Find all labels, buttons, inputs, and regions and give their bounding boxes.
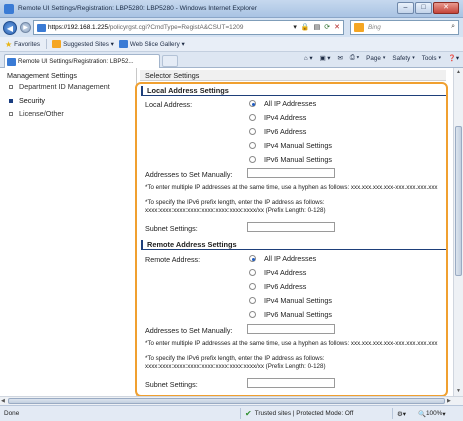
remote-subnet-input[interactable] [247,378,335,388]
back-button[interactable]: ◀ [3,21,17,35]
remote-address-heading: Remote Address Settings [141,240,447,250]
divider [240,408,241,419]
favorites-button[interactable]: ★ Favorites [5,39,41,49]
local-note-ipv6: *To specify the IPv6 prefix length, enter the IP address as follows: xxxx:xxxx:xxxx:xxxx:xxxx:xxxx:xxxx:xxxx/xx (Prefix Length: 0-128) [145,199,326,214]
main-panel [137,68,453,396]
local-manual-address-input[interactable] [247,168,335,178]
remote-radio-ipv6[interactable]: IPv6 Address [249,282,306,291]
local-note-multiple: *To enter multiple IP addresses at the same time, use a hyphen as follows: xxx.xxx.xxx.xxx-xxx.xxx.xxx.xxx [145,184,438,191]
scroll-right-icon[interactable]: ▶ [447,398,451,404]
radio-icon[interactable] [249,297,256,304]
address-bar[interactable] [33,20,344,35]
bullet-icon [9,112,13,116]
safety-menu[interactable]: Safety ▾ [392,54,415,62]
horizontal-scrollbar[interactable] [0,396,463,405]
favorites-bar [0,37,463,52]
status-bar [0,405,463,421]
new-tab-button[interactable] [162,55,178,67]
local-radio-all-ip[interactable]: All IP Addresses [249,99,316,108]
remote-subnet-label: Subnet Settings: [145,380,198,389]
scroll-up-icon[interactable]: ▲ [456,69,461,75]
local-subnet-input[interactable] [247,222,335,232]
navigation-bar [0,18,463,37]
vertical-scroll-thumb[interactable] [455,126,462,276]
radio-icon[interactable] [249,269,256,276]
radio-selected-icon[interactable] [249,255,256,262]
bing-logo-icon [354,23,364,32]
scroll-left-icon[interactable]: ◀ [1,398,5,404]
radio-icon[interactable] [249,142,256,149]
suggested-sites-link[interactable]: Suggested Sites ▾ [52,40,114,48]
chevron-down-icon: ▾ [442,410,446,418]
ie-logo-icon [4,4,14,14]
title-bar [0,0,463,18]
vertical-scrollbar[interactable] [453,68,463,396]
maximize-button[interactable]: □ [415,2,432,14]
divider [392,408,393,419]
address-host: https://192.168.1.225 [48,24,109,31]
scroll-down-icon[interactable]: ▼ [456,388,461,394]
status-text: Done [4,410,20,417]
local-address-label: Local Address: [145,100,193,109]
remote-address-label: Remote Address: [145,255,201,264]
refresh-icon[interactable]: ⟳ [324,24,331,31]
remote-note-ipv6: *To specify the IPv6 prefix length, enter the IP address as follows: xxxx:xxxx:xxxx:xxxx:xxxx:xxxx:xxxx:xxxx/xx (Prefix Length: 0-128) [145,355,326,370]
remote-radio-ipv4-manual[interactable]: IPv4 Manual Settings [249,296,332,305]
radio-selected-icon[interactable] [249,100,256,107]
home-icon[interactable]: ⌂ ▾ [303,54,313,62]
page-content [0,68,453,396]
star-icon: ★ [5,39,13,49]
zone-settings-icon[interactable]: ⚙▾ [397,410,406,418]
suggested-sites-icon [52,40,61,48]
zoom-icon: 🔍 [418,410,426,418]
remote-manual-address-input[interactable] [247,324,335,334]
web-slice-gallery-link[interactable]: Web Slice Gallery ▾ [119,40,185,48]
radio-icon[interactable] [249,283,256,290]
tab-remote-ui[interactable]: Remote UI Settings/Registration: LBP52... [4,54,160,68]
remote-radio-ipv4[interactable]: IPv4 Address [249,268,306,277]
bullet-icon [9,85,13,89]
stop-icon[interactable]: ✕ [334,24,340,31]
feeds-icon[interactable]: ▣ ▾ [319,54,331,62]
checkmark-icon: ✔ [245,409,252,418]
lock-icon[interactable]: 🔒 [300,24,310,31]
zoom-control[interactable]: 🔍 100% ▾ [418,410,446,418]
help-icon[interactable]: ❓▾ [447,55,459,62]
remote-radio-all-ip[interactable]: All IP Addresses [249,254,316,263]
divider [46,39,47,49]
local-radio-ipv4[interactable]: IPv4 Address [249,113,306,122]
tab-site-icon [7,58,16,66]
security-zone[interactable]: ✔ Trusted sites | Protected Mode: Off [245,409,354,418]
dropdown-icon[interactable]: ▾ [293,24,297,31]
search-placeholder: Bing [368,24,381,31]
horizontal-scroll-thumb[interactable] [8,398,445,404]
page-title: Selector Settings [140,70,446,81]
mail-icon[interactable]: ✉ [337,54,343,62]
web-slice-icon [119,40,128,48]
local-subnet-label: Subnet Settings: [145,224,198,233]
sidebar-title: Management Settings [7,71,77,80]
local-address-heading: Local Address Settings [141,86,447,96]
local-radio-ipv4-manual[interactable]: IPv4 Manual Settings [249,141,332,150]
radio-icon[interactable] [249,114,256,121]
sidebar-item-security[interactable]: Security [9,96,45,105]
search-box[interactable] [350,20,459,35]
address-path: /policyrgst.cgi?CmdType=RegistA&CSUT=1209 [108,24,244,31]
close-button[interactable]: ✕ [433,2,459,14]
bullet-icon [9,99,13,103]
local-manual-label: Addresses to Set Manually: [145,170,233,179]
page-menu[interactable]: Page ▾ [366,54,386,62]
remote-radio-ipv6-manual[interactable]: IPv6 Manual Settings [249,310,332,319]
sidebar-item-license-other[interactable]: License/Other [9,109,64,118]
tools-menu[interactable]: Tools ▾ [421,54,441,62]
minimize-button[interactable]: – [397,2,414,14]
forward-button[interactable]: ▶ [20,22,31,33]
local-radio-ipv6-manual[interactable]: IPv6 Manual Settings [249,155,332,164]
window-title: Remote UI Settings/Registration: LBP5280: LBP5280 - Windows Internet Explorer [18,5,257,12]
local-radio-ipv6[interactable]: IPv6 Address [249,127,306,136]
site-icon [37,24,46,32]
tab-bar [0,52,463,68]
radio-icon[interactable] [249,311,256,318]
sidebar [0,68,137,396]
radio-icon[interactable] [249,128,256,135]
search-icon[interactable]: ⌕ [451,23,455,30]
radio-icon[interactable] [249,156,256,163]
compatibility-icon[interactable]: ▤ [313,24,321,31]
remote-note-multiple: *To enter multiple IP addresses at the same time, use a hyphen as follows: xxx.xxx.xxx.xxx-xxx.xxx.xxx.xxx [145,340,438,347]
sidebar-item-department-id[interactable]: Department ID Management [9,82,110,91]
remote-manual-label: Addresses to Set Manually: [145,326,233,335]
print-icon[interactable]: ⎙ ▾ [349,54,360,61]
